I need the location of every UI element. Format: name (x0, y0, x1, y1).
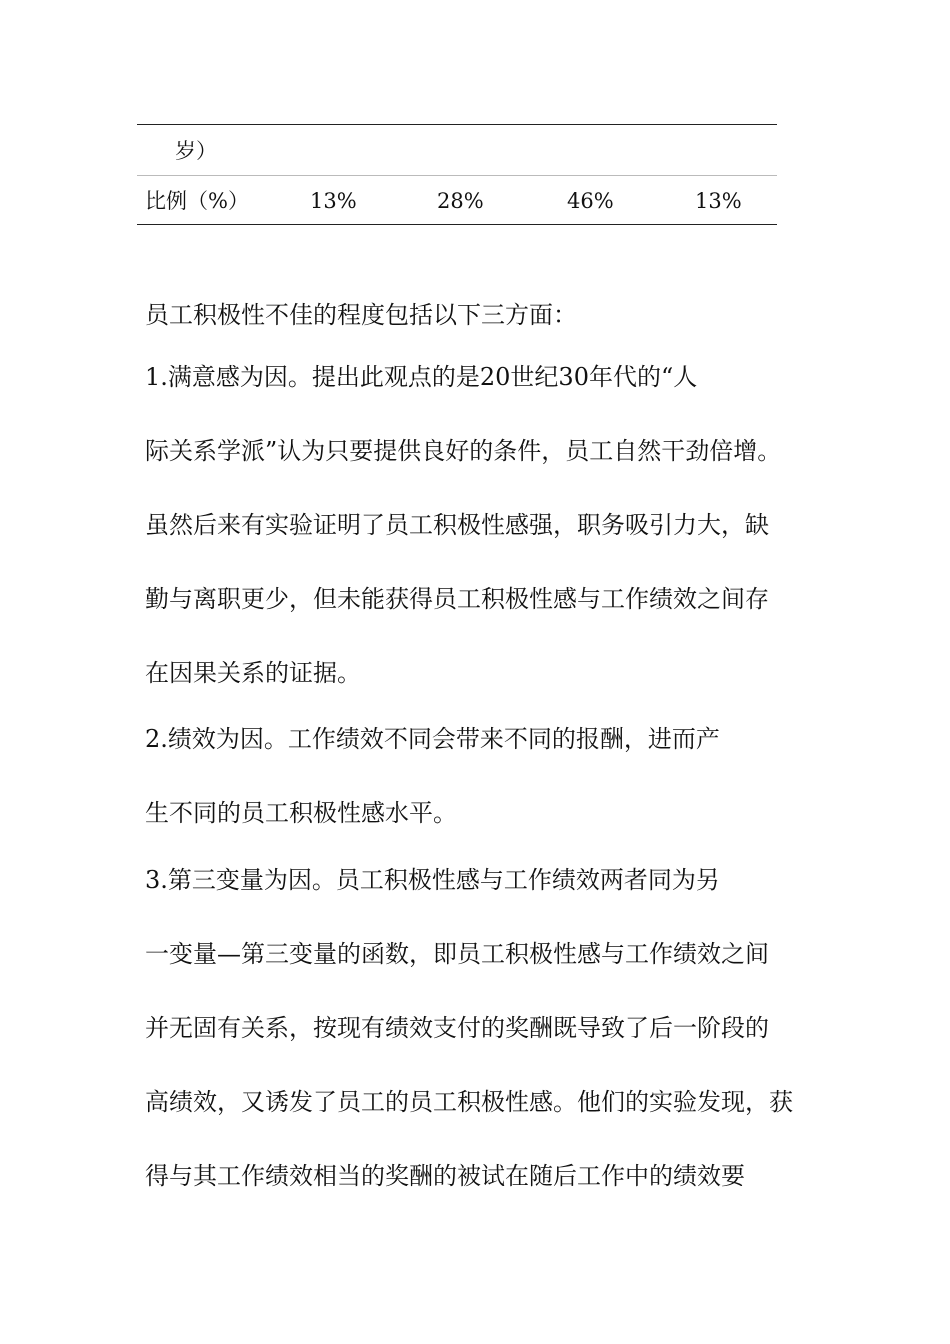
table-cell: 46% (567, 189, 614, 213)
table-row-label: 比例（%） (145, 189, 249, 213)
table-row-divider (137, 175, 777, 176)
list-item-3-paragraph: 3.第三变量为因。员工积极性感与工作绩效两者同为另 一变量—第三变量的函数，即员工积极性感与工作绩效之间 并无固有关系，按现有绩效支付的奖酬既导致了后一阶段的 高绩效，又诱发了员工的员工积极性感。他们的实验发现，获 得与其工作绩效相当的奖酬的被试在随后工作中的绩效要 (145, 866, 793, 1190)
table-cell: 13% (310, 189, 357, 213)
table-cell: 13% (695, 189, 742, 213)
list-item-2-paragraph: 2.绩效为因。工作绩效不同会带来不同的报酬，进而产 生不同的员工积极性感水平。 (145, 725, 720, 827)
table-cell: 28% (437, 189, 484, 213)
table-bottom-rule (137, 224, 777, 225)
list-item-1-paragraph: 1.满意感为因。提出此观点的是20世纪30年代的“人 际关系学派”认为只要提供良好的条件，员工自然干劲倍增。 虽然后来有实验证明了员工积极性感强，职务吸引力大，缺 勤与离职更少，但未能获得员工积极性感与工作绩效之间存 在因果关系的证据。 (145, 363, 782, 687)
table-top-rule (137, 124, 777, 125)
intro-paragraph: 员工积极性不佳的程度包括以下三方面： (145, 301, 577, 329)
table-header-continuation: 岁） (175, 139, 217, 163)
